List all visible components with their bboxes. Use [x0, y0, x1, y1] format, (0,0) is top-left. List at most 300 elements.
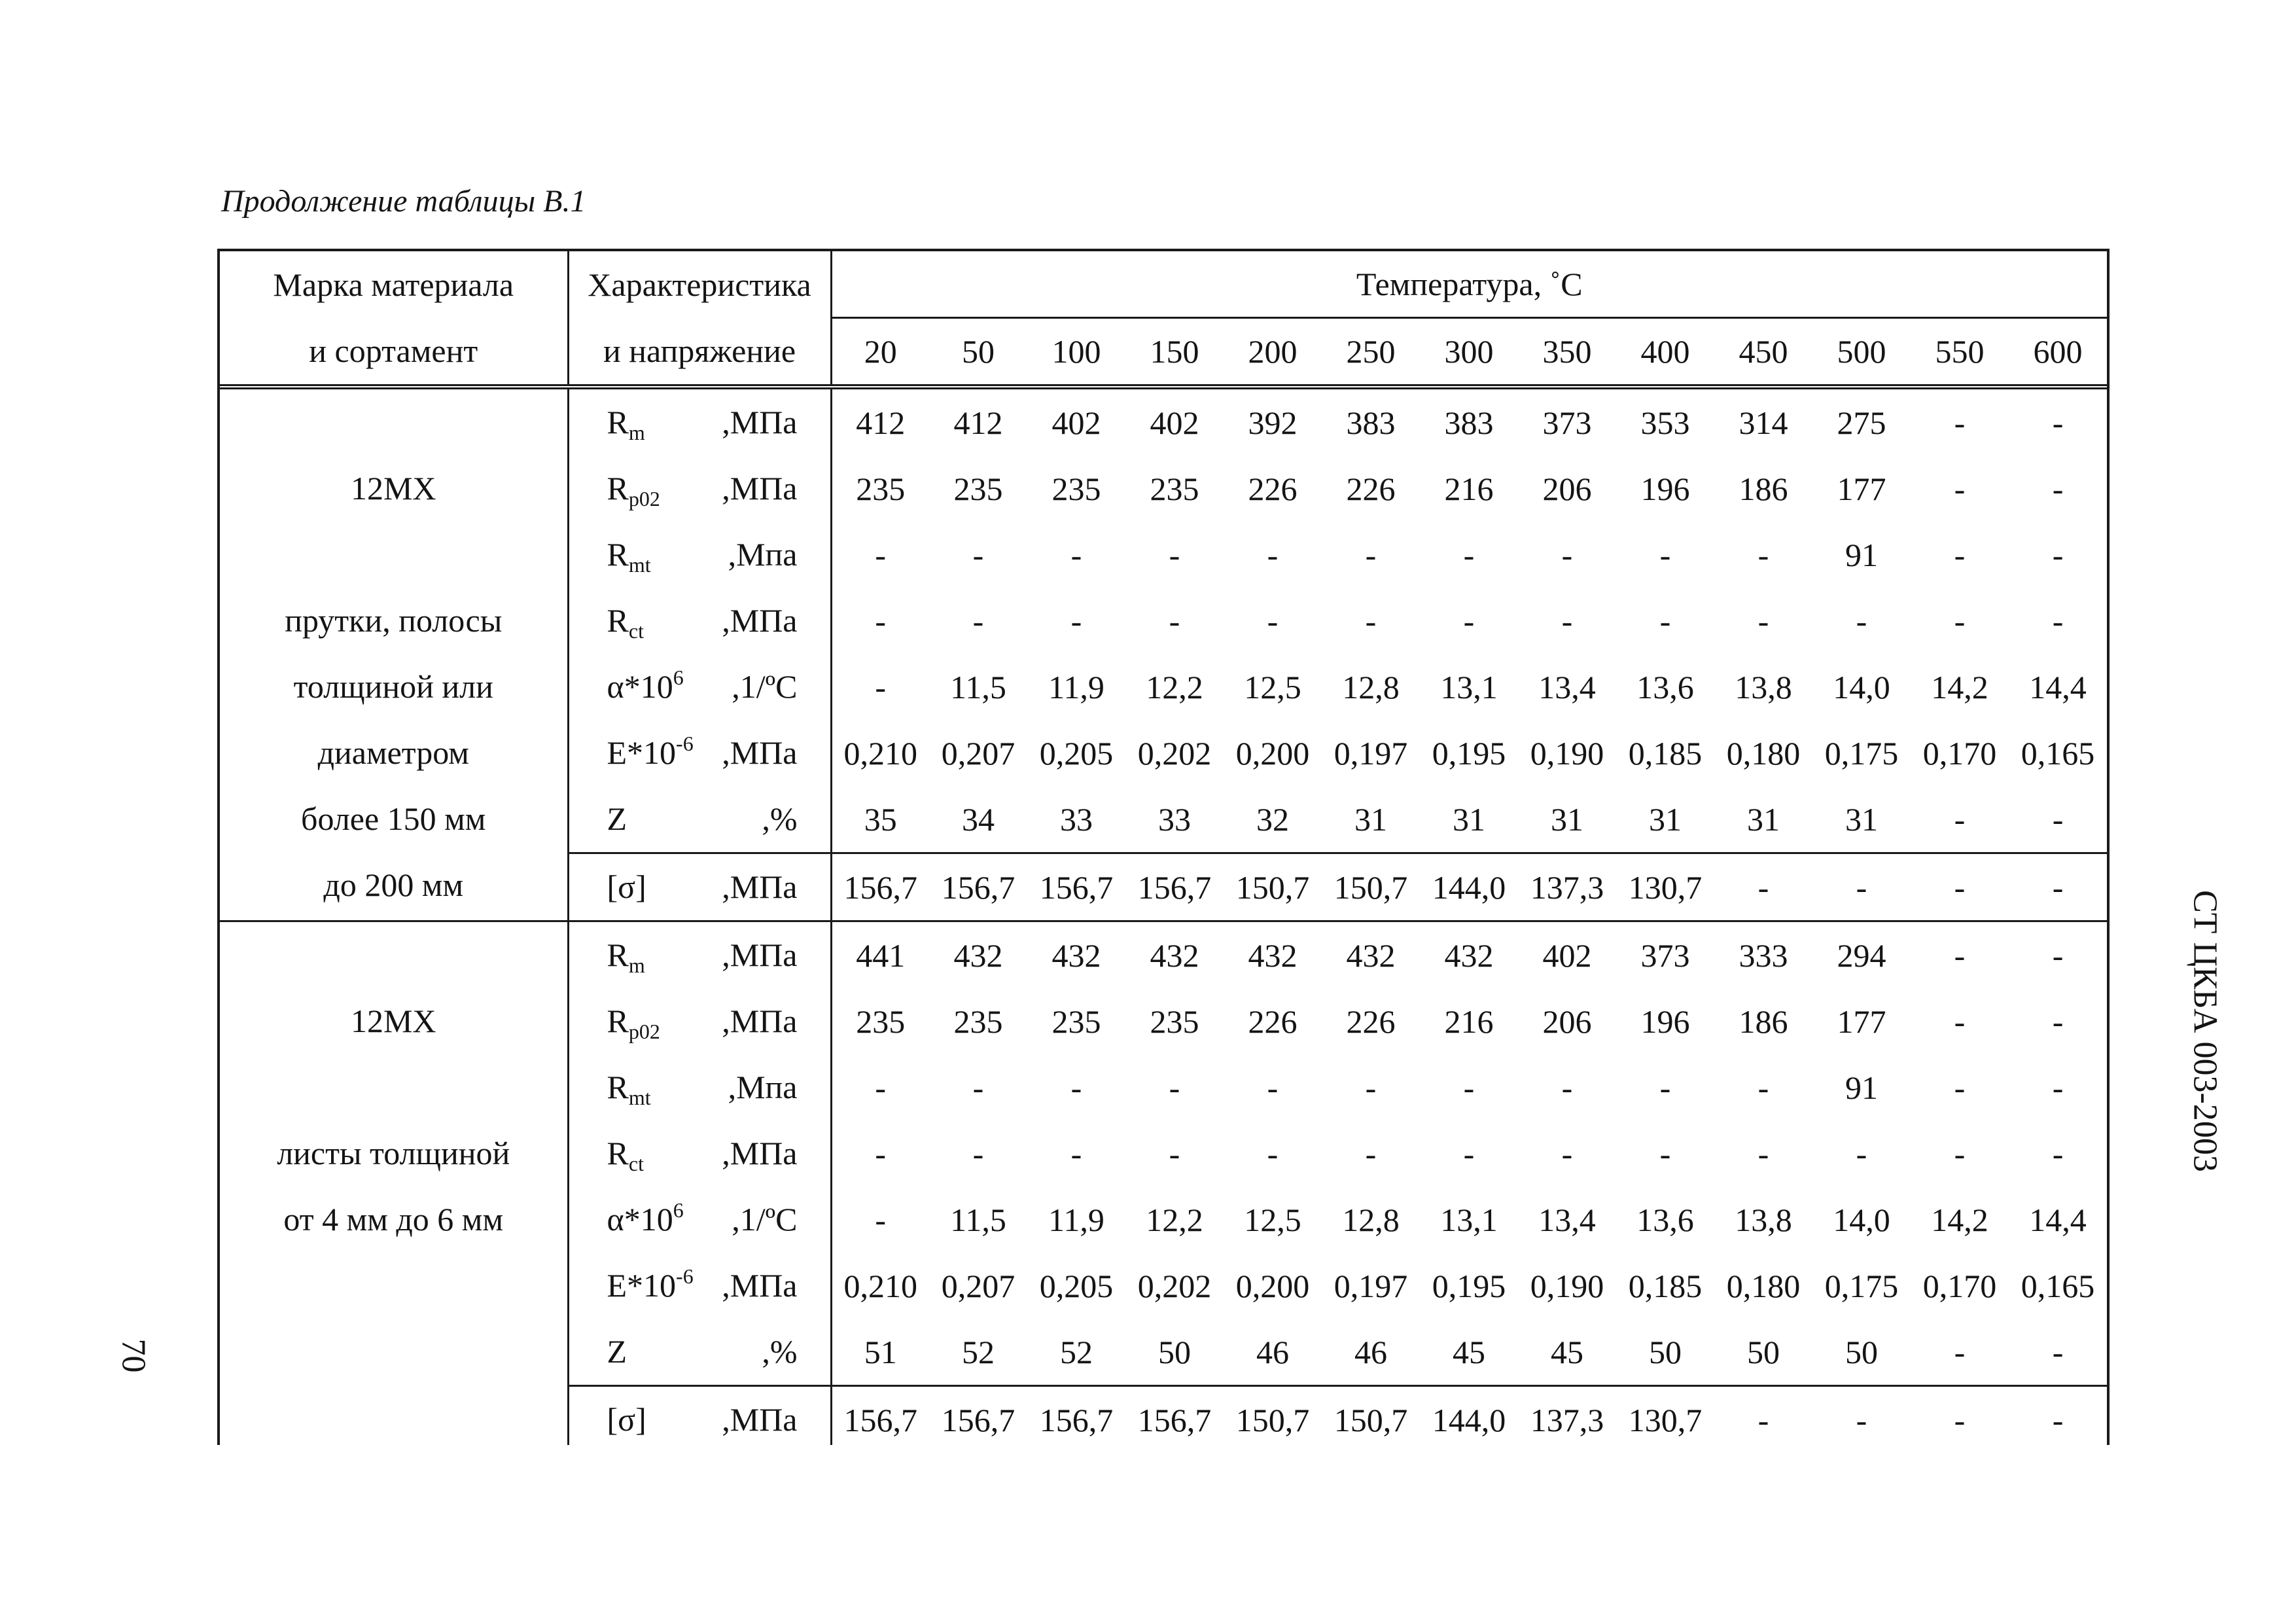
characteristic-cell: [568, 921, 831, 989]
value-cell: -: [1463, 602, 1475, 639]
value-cell: 0,195: [1432, 1267, 1506, 1304]
value-cell: 31: [1649, 800, 1682, 838]
value-cell: -: [1757, 602, 1769, 639]
value-cell: -: [2052, 1069, 2064, 1106]
characteristic-cell: [568, 387, 831, 455]
value-cell: 13,8: [1735, 1201, 1792, 1238]
value-cell: 383: [1444, 404, 1494, 441]
characteristic-symbol: [607, 470, 660, 510]
value-cell: 50: [1649, 1333, 1682, 1370]
value-cell: 50: [1747, 1333, 1780, 1370]
material-line: [220, 1385, 567, 1445]
value-cell: -: [1365, 1069, 1377, 1106]
value-cell: 206: [1542, 470, 1592, 507]
value-cell: -: [1954, 1333, 1966, 1370]
value-cell: -: [1659, 1135, 1671, 1172]
value-cell: -: [1659, 536, 1671, 573]
symbol-text: E*10: [607, 734, 677, 771]
value-cell: 11,5: [950, 1201, 1006, 1238]
symbol-superscript: -6: [676, 732, 694, 755]
header-row-1: [220, 251, 2107, 318]
characteristic-cell: [568, 1186, 831, 1253]
value-cell: -: [1365, 536, 1377, 573]
characteristic-symbol: [607, 1135, 644, 1175]
value-cell: 33: [1060, 800, 1093, 838]
header-temp-150: 150: [1125, 318, 1224, 387]
value-cell: 432: [1322, 921, 1420, 989]
value-cell: 196: [1640, 1003, 1690, 1040]
value-cell: -: [2009, 853, 2107, 921]
material-line: толщиной или: [293, 668, 493, 705]
value-cell: -: [1714, 1386, 1812, 1446]
value-cell: 46: [1354, 1333, 1387, 1370]
value-cell: -: [1954, 602, 1966, 639]
value-cell: 50: [1845, 1333, 1878, 1370]
characteristic-cell: [568, 1253, 831, 1319]
characteristic-symbol: [607, 1403, 646, 1436]
value-cell: 186: [1739, 1003, 1788, 1040]
value-cell: 14,0: [1833, 1201, 1890, 1238]
value-cell: -: [1954, 1003, 1966, 1040]
value-cell: 50: [1158, 1333, 1191, 1370]
material-line: 12МХ: [350, 1003, 436, 1039]
value-cell: 0,207: [941, 734, 1016, 772]
material-line: диаметром: [317, 734, 469, 771]
value-cell: 432: [1027, 921, 1125, 989]
value-cell: 46: [1256, 1333, 1289, 1370]
value-cell: -: [1911, 921, 2009, 989]
table-row: [220, 921, 2107, 989]
symbol-text: R: [607, 1069, 629, 1105]
material-cell: [220, 387, 568, 921]
symbol-text: R: [607, 1135, 629, 1171]
value-cell: -: [875, 668, 887, 705]
characteristic-symbol: [607, 602, 644, 643]
value-cell: 45: [1551, 1333, 1583, 1370]
value-cell: 432: [1224, 921, 1322, 989]
characteristic-unit: ,1/ºС: [732, 668, 798, 705]
characteristic-unit: ,%: [762, 1333, 798, 1370]
value-cell: 392: [1248, 404, 1298, 441]
value-cell: 156,7: [1027, 853, 1125, 921]
value-cell: 150,7: [1322, 853, 1420, 921]
value-cell: 13,6: [1636, 668, 1694, 705]
value-cell: 0,200: [1235, 734, 1310, 772]
value-cell: 206: [1542, 1003, 1592, 1040]
value-cell: 13,1: [1440, 1201, 1498, 1238]
value-cell: -: [2052, 602, 2064, 639]
value-cell: -: [875, 1135, 887, 1172]
characteristic-symbol: [607, 802, 627, 835]
value-cell: 0,180: [1726, 734, 1801, 772]
value-cell: 0,197: [1333, 1267, 1408, 1304]
header-temp-400: 400: [1616, 318, 1714, 387]
value-cell: -: [2052, 404, 2064, 441]
value-cell: 31: [1453, 800, 1485, 838]
page-number: 70: [115, 1338, 152, 1373]
value-cell: -: [1365, 1135, 1377, 1172]
symbol-subscript: m: [628, 954, 645, 977]
material-line: прутки, полосы: [285, 602, 503, 639]
value-cell: 402: [1150, 404, 1199, 441]
value-cell: 333: [1714, 921, 1812, 989]
symbol-text: R: [607, 470, 629, 507]
value-cell: 0,202: [1137, 734, 1212, 772]
value-cell: 186: [1739, 470, 1788, 507]
header-temp-450: 450: [1714, 318, 1812, 387]
value-cell: 12,2: [1146, 1201, 1203, 1238]
characteristic-unit: ,МПа: [722, 602, 798, 639]
value-cell: 35: [864, 800, 897, 838]
header-temp-600: 600: [2009, 318, 2107, 387]
value-cell: 441: [831, 921, 929, 989]
value-cell: -: [1561, 602, 1573, 639]
value-cell: 235: [856, 1003, 906, 1040]
value-cell: 0,205: [1039, 734, 1114, 772]
value-cell: -: [1561, 1069, 1573, 1106]
value-cell: 156,7: [929, 1386, 1027, 1446]
material-line: [220, 1253, 567, 1319]
characteristic-unit: ,МПа: [722, 470, 798, 507]
value-cell: -: [1070, 602, 1082, 639]
characteristic-cell: [568, 720, 831, 786]
value-cell: 33: [1158, 800, 1191, 838]
value-cell: 0,185: [1628, 734, 1703, 772]
value-cell: 150,7: [1322, 1386, 1420, 1446]
value-cell: -: [1463, 1069, 1475, 1106]
value-cell: 235: [953, 470, 1003, 507]
value-cell: -: [1757, 1135, 1769, 1172]
characteristic-unit: ,МПа: [722, 1267, 798, 1304]
material-line: более 150 мм: [301, 800, 486, 837]
symbol-text: R: [607, 536, 629, 573]
header-temp-100: 100: [1027, 318, 1125, 387]
value-cell: 235: [1150, 470, 1199, 507]
value-cell: 52: [962, 1333, 995, 1370]
value-cell: -: [875, 1069, 887, 1106]
symbol-text: R: [607, 602, 629, 639]
value-cell: 52: [1060, 1333, 1093, 1370]
material-line: [220, 389, 567, 455]
value-cell: 373: [1616, 921, 1714, 989]
header-temp-200: 200: [1224, 318, 1322, 387]
value-cell: 0,207: [941, 1267, 1016, 1304]
symbol-text: E*10: [607, 1267, 677, 1304]
value-cell: 0,210: [843, 734, 917, 772]
value-cell: -: [1954, 1069, 1966, 1106]
characteristic-symbol: [607, 404, 645, 444]
symbol-subscript: mt: [628, 553, 651, 577]
value-cell: -: [1812, 853, 1911, 921]
characteristic-cell: [568, 1319, 831, 1386]
material-line: от 4 мм до 6 мм: [283, 1201, 504, 1238]
value-cell: 130,7: [1616, 853, 1714, 921]
value-cell: 0,190: [1530, 1267, 1604, 1304]
value-cell: -: [2009, 1386, 2107, 1446]
value-cell: 14,2: [1931, 668, 1988, 705]
symbol-subscript: mt: [628, 1086, 651, 1109]
characteristic-cell: [568, 522, 831, 588]
value-cell: 235: [1051, 1003, 1101, 1040]
symbol-subscript: p02: [628, 487, 660, 510]
symbol-superscript: -6: [676, 1264, 694, 1288]
value-cell: 91: [1845, 536, 1878, 573]
characteristic-cell: [568, 988, 831, 1054]
characteristic-cell: [568, 1054, 831, 1120]
value-cell: 14,0: [1833, 668, 1890, 705]
value-cell: 235: [856, 470, 906, 507]
value-cell: 0,180: [1726, 1267, 1801, 1304]
header-temp-250: 250: [1322, 318, 1420, 387]
value-cell: -: [875, 536, 887, 573]
characteristic-unit: ,МПа: [722, 404, 798, 440]
table-row: [220, 387, 2107, 455]
value-cell: 12,8: [1342, 668, 1400, 705]
value-cell: 156,7: [1125, 853, 1224, 921]
value-cell: 216: [1444, 1003, 1494, 1040]
value-cell: -: [1561, 536, 1573, 573]
value-cell: -: [875, 602, 887, 639]
value-cell: -: [1070, 1135, 1082, 1172]
value-cell: 432: [929, 921, 1027, 989]
material-cell: [220, 921, 568, 1446]
value-cell: 0,205: [1039, 1267, 1114, 1304]
value-cell: -: [1812, 1386, 1911, 1446]
symbol-text: [σ]: [607, 868, 646, 905]
header-material: Марка материала: [220, 251, 568, 318]
header-material-sub: и сортамент: [220, 318, 568, 387]
value-cell: 0,170: [1922, 734, 1997, 772]
characteristic-cell: [568, 588, 831, 654]
material-line: [220, 522, 567, 588]
value-cell: 11,9: [1048, 1201, 1104, 1238]
material-line: листы толщиной: [277, 1135, 510, 1171]
value-cell: -: [875, 1201, 887, 1238]
value-cell: 156,7: [831, 853, 929, 921]
properties-table: [217, 249, 2110, 1445]
value-cell: -: [1954, 404, 1966, 441]
characteristic-symbol: [607, 1003, 660, 1043]
value-cell: 34: [962, 800, 995, 838]
value-cell: -: [972, 602, 984, 639]
characteristic-symbol: [607, 536, 651, 577]
value-cell: 353: [1640, 404, 1690, 441]
characteristic-unit: ,МПа: [722, 936, 798, 973]
value-cell: -: [1365, 602, 1377, 639]
header-temp-300: 300: [1420, 318, 1518, 387]
value-cell: 156,7: [1125, 1386, 1224, 1446]
symbol-text: R: [607, 404, 629, 440]
value-cell: 0,190: [1530, 734, 1604, 772]
value-cell: 294: [1812, 921, 1911, 989]
value-cell: 156,7: [831, 1386, 929, 1446]
value-cell: 0,185: [1628, 1267, 1703, 1304]
value-cell: 0,175: [1824, 1267, 1899, 1304]
value-cell: 31: [1551, 800, 1583, 838]
value-cell: 235: [1051, 470, 1101, 507]
characteristic-unit: ,Мпа: [728, 1069, 798, 1105]
value-cell: 150,7: [1224, 1386, 1322, 1446]
value-cell: 144,0: [1420, 853, 1518, 921]
header-temp-500: 500: [1812, 318, 1911, 387]
symbol-text: α*10: [607, 1201, 673, 1238]
value-cell: 432: [1125, 921, 1224, 989]
value-cell: 137,3: [1518, 853, 1616, 921]
value-cell: 13,4: [1538, 668, 1596, 705]
value-cell: -: [2052, 470, 2064, 507]
value-cell: 32: [1256, 800, 1289, 838]
value-cell: 91: [1845, 1069, 1878, 1106]
value-cell: 373: [1542, 404, 1592, 441]
header-temp-20: 20: [831, 318, 929, 387]
value-cell: 13,4: [1538, 1201, 1596, 1238]
value-cell: -: [2052, 800, 2064, 838]
properties-table-grid: [220, 251, 2107, 1445]
value-cell: -: [2052, 1333, 2064, 1370]
characteristic-cell: [568, 853, 831, 921]
characteristic-symbol: [607, 1335, 627, 1368]
value-cell: -: [1856, 602, 1867, 639]
characteristic-symbol: [607, 936, 645, 977]
material-line: 12МХ: [350, 470, 436, 507]
value-cell: 0,197: [1333, 734, 1408, 772]
characteristic-cell: [568, 455, 831, 522]
characteristic-symbol: [607, 1069, 651, 1109]
value-cell: 12,8: [1342, 1201, 1400, 1238]
symbol-subscript: ct: [628, 619, 644, 643]
value-cell: -: [1070, 1069, 1082, 1106]
characteristic-unit: ,МПа: [722, 734, 798, 771]
header-characteristic-sub: и напряжение: [568, 318, 831, 387]
characteristic-unit: ,МПа: [722, 1401, 798, 1438]
material-line: [220, 1054, 567, 1120]
value-cell: 130,7: [1616, 1386, 1714, 1446]
characteristic-unit: ,1/ºС: [732, 1201, 798, 1238]
value-cell: 156,7: [1027, 1386, 1125, 1446]
value-cell: -: [972, 1135, 984, 1172]
value-cell: -: [972, 536, 984, 573]
value-cell: 14,2: [1931, 1201, 1988, 1238]
value-cell: 0,195: [1432, 734, 1506, 772]
value-cell: 12,2: [1146, 668, 1203, 705]
characteristic-unit: ,МПа: [722, 868, 798, 905]
value-cell: -: [1463, 536, 1475, 573]
value-cell: -: [972, 1069, 984, 1106]
value-cell: 177: [1837, 470, 1886, 507]
header-temp-550: 550: [1911, 318, 2009, 387]
value-cell: -: [1267, 602, 1279, 639]
value-cell: -: [2052, 1003, 2064, 1040]
value-cell: 226: [1248, 470, 1298, 507]
value-cell: -: [1659, 602, 1671, 639]
value-cell: -: [1070, 536, 1082, 573]
value-cell: 51: [864, 1333, 897, 1370]
value-cell: 412: [856, 404, 906, 441]
value-cell: -: [2052, 536, 2064, 573]
value-cell: 31: [1747, 800, 1780, 838]
value-cell: 0,210: [843, 1267, 917, 1304]
value-cell: 0,165: [2021, 734, 2095, 772]
value-cell: 0,175: [1824, 734, 1899, 772]
characteristic-cell: [568, 786, 831, 853]
value-cell: 14,4: [2029, 1201, 2087, 1238]
header-temperature: Температура, ˚С: [831, 251, 2107, 318]
value-cell: -: [2009, 921, 2107, 989]
symbol-text: α*10: [607, 668, 673, 705]
header-temp-50: 50: [929, 318, 1027, 387]
header-row-2: [220, 318, 2107, 387]
symbol-text: R: [607, 1003, 629, 1039]
symbol-subscript: p02: [628, 1020, 660, 1043]
value-cell: 226: [1346, 470, 1396, 507]
value-cell: 31: [1354, 800, 1387, 838]
value-cell: -: [1169, 536, 1180, 573]
value-cell: 13,8: [1735, 668, 1792, 705]
characteristic-unit: ,Мпа: [728, 536, 798, 573]
value-cell: 144,0: [1420, 1386, 1518, 1446]
value-cell: -: [1954, 800, 1966, 838]
value-cell: 432: [1420, 921, 1518, 989]
symbol-text: Z: [607, 1333, 627, 1370]
value-cell: -: [1954, 536, 1966, 573]
value-cell: 226: [1346, 1003, 1396, 1040]
value-cell: 196: [1640, 470, 1690, 507]
value-cell: -: [1954, 1135, 1966, 1172]
value-cell: 45: [1453, 1333, 1485, 1370]
symbol-text: [σ]: [607, 1401, 646, 1438]
characteristic-cell: [568, 1386, 831, 1446]
value-cell: 275: [1837, 404, 1886, 441]
characteristic-symbol: [607, 666, 684, 705]
value-cell: 0,165: [2021, 1267, 2095, 1304]
value-cell: 137,3: [1518, 1386, 1616, 1446]
symbol-text: Z: [607, 800, 627, 837]
value-cell: 13,1: [1440, 668, 1498, 705]
value-cell: 11,9: [1048, 668, 1104, 705]
symbol-text: R: [607, 936, 629, 973]
value-cell: -: [1911, 853, 2009, 921]
value-cell: 12,5: [1244, 1201, 1301, 1238]
value-cell: 12,5: [1244, 668, 1301, 705]
characteristic-symbol: [607, 732, 694, 771]
symbol-subscript: m: [628, 421, 645, 444]
value-cell: -: [1714, 853, 1812, 921]
value-cell: -: [1757, 536, 1769, 573]
material-line: [220, 922, 567, 988]
value-cell: -: [2052, 1135, 2064, 1172]
value-cell: 314: [1739, 404, 1788, 441]
value-cell: 0,200: [1235, 1267, 1310, 1304]
value-cell: 11,5: [950, 668, 1006, 705]
value-cell: 402: [1518, 921, 1616, 989]
value-cell: -: [1757, 1069, 1769, 1106]
value-cell: -: [1463, 1135, 1475, 1172]
value-cell: 0,170: [1922, 1267, 1997, 1304]
value-cell: -: [1169, 602, 1180, 639]
value-cell: -: [1267, 536, 1279, 573]
value-cell: -: [1169, 1135, 1180, 1172]
value-cell: 402: [1051, 404, 1101, 441]
characteristic-symbol: [607, 870, 646, 903]
value-cell: 150,7: [1224, 853, 1322, 921]
value-cell: 13,6: [1636, 1201, 1694, 1238]
value-cell: 0,202: [1137, 1267, 1212, 1304]
characteristic-cell: [568, 654, 831, 720]
material-line: до 200 мм: [323, 866, 464, 903]
value-cell: 235: [953, 1003, 1003, 1040]
value-cell: 31: [1845, 800, 1878, 838]
table-caption: Продолжение таблицы В.1: [221, 184, 586, 219]
